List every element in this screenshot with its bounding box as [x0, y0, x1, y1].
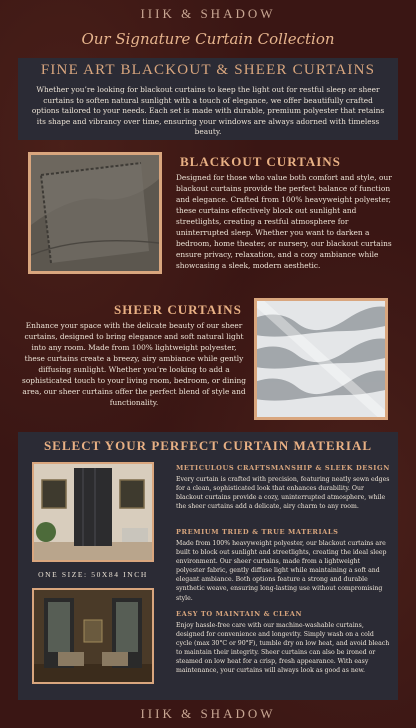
- blackout-section: [18, 146, 398, 286]
- feature-body-maintain: Enjoy hassle-free care with our machine-washable curtains, designed for convenience and longevity. Simply wash on a cold cycle (max 30°C or 90°F), tumble dry on low heat, and avoid bleach to maintain their integrity. Sheer curtains can also be ironed or steamed on low heat for a crisp, fresh appearance. With easy maintenance, your curtains will always look as good as new.: [176, 622, 390, 675]
- brand-header: IIIK & SHADOW: [140, 6, 276, 21]
- intro-body: Whether you’re looking for blackout curtains to keep the light out for restful sleep or sheer curtains to soften natural sunlight with a touch of elegance, we offer beautifully crafted options tailored to your needs. Each set is made with durable, premium polyester that retains its shape and vibrancy over time, ensuring your windows are always adorned with timeless beauty.: [31, 85, 385, 137]
- intro-title: FINE ART BLACKOUT & SHEER CURTAINS: [40, 62, 376, 78]
- sheer-title: SHEER CURTAINS: [114, 302, 242, 317]
- material-panel: [18, 432, 398, 700]
- feature-heading-craftsmanship: METICULOUS CRAFTSMANSHIP & SLEEK DESIGN: [176, 464, 390, 472]
- sheer-fabric-image: [254, 298, 388, 420]
- blackout-body: Designed for those who value both comfort and style, our blackout curtains provide the perfect balance of function and elegance. Crafted from 100% heavyweight polyester, these curtains effectively block out sunlight and streetlights, creating a restful atmosphere for uninterrupted sleep. Whether you want to darken a bedroom, home theater, or nursery, our blackout curtains ensure privacy, relaxation, and a cozy ambiance while showcasing a sleek, modern aesthetic.: [176, 173, 392, 270]
- collection-tagline: Our Signature Curtain Collection: [81, 30, 335, 48]
- living-room-blackout-image: [32, 462, 154, 562]
- feature-heading-maintain: EASY TO MAINTAIN & CLEAN: [176, 610, 303, 618]
- feature-body-craftsmanship: Every curtain is crafted with precision, featuring neatly sewn edges for a clean, sophisticated look that enhances durability. Our blackout curtains provide a cozy, uninterrupted atmosphere, while the sheer curtains add a delicate, airy charm to any room.: [176, 476, 390, 511]
- intro-panel: [18, 58, 398, 140]
- sheer-body: Enhance your space with the delicate beauty of our sheer curtains, designed to bring elegance and soft natural light into any room. Made from 100% lightweight polyester, these curtains create a breezy, airy ambiance while gently diffusing sunlight. Whether you’re looking to add a sophisticated touch to your living room, bedroom, or dining area, our sheer curtains offer the perfect blend of style and functionality.: [22, 321, 246, 407]
- sheer-section: [18, 292, 398, 426]
- material-title: SELECT YOUR PERFECT CURTAIN MATERIAL: [43, 438, 373, 453]
- feature-heading-materials: PREMIUM TRIED & TRUE MATERIALS: [176, 528, 339, 536]
- blackout-fabric-image: [28, 152, 162, 274]
- living-room-sheer-image: [32, 588, 154, 684]
- brand-footer: IIIK & SHADOW: [140, 706, 276, 721]
- size-label: ONE SIZE: 50X84 INCH: [38, 570, 148, 579]
- blackout-title: BLACKOUT CURTAINS: [180, 154, 341, 169]
- feature-body-materials: Made from 100% heavyweight polyester, our blackout curtains are built to block out sunlight and streetlights, creating the ideal sleep environment. Our sheer curtains, made from a lightweight polyester fabric, gently diffuse light while maintaining a soft and elegant ambiance. Both options feature a strong and durable synthetic weave, ensuring long-lasting use without compromising style.: [176, 540, 387, 602]
